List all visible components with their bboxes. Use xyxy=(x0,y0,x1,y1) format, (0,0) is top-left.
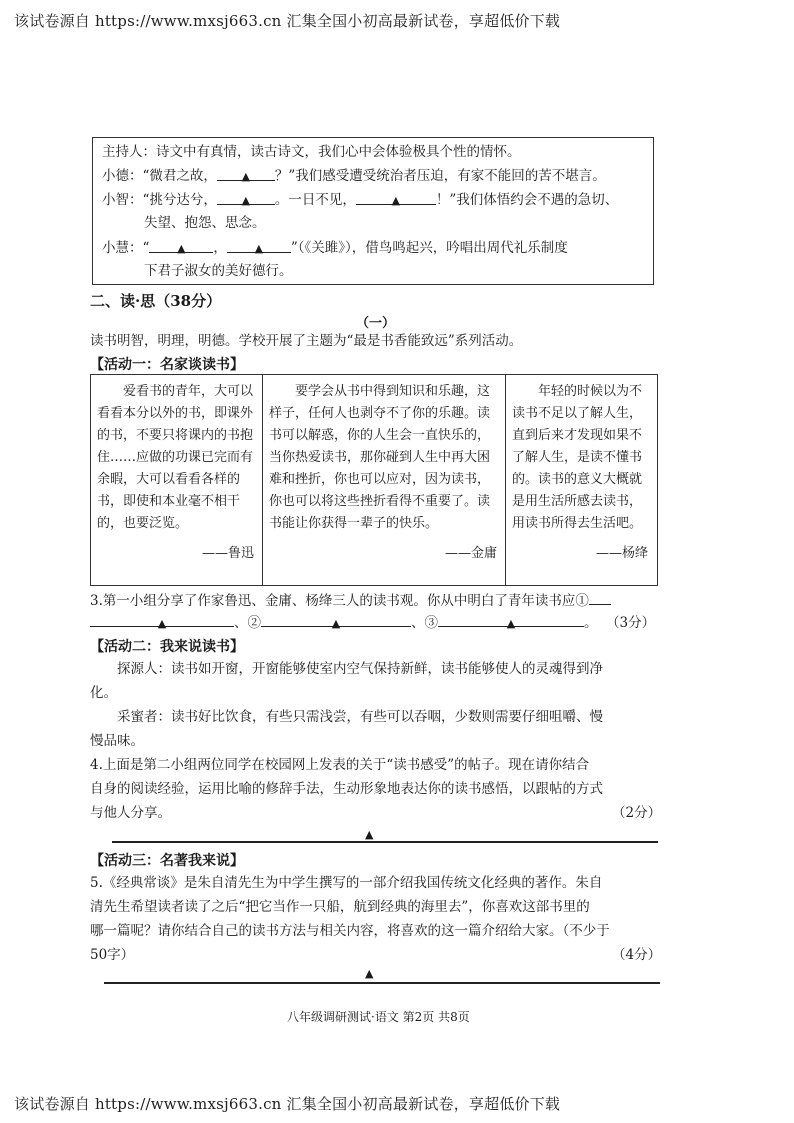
activity2-title: 【活动二：我来说读书】 xyxy=(90,639,244,655)
question-5-line4: 50字） xyxy=(90,947,135,963)
q5-answer-line[interactable] xyxy=(104,982,660,984)
triangle-icon: ▲ xyxy=(365,828,374,841)
xiaohui-line2: 下君子淑女的美好德行。 xyxy=(144,263,293,279)
activity3-title: 【活动三：名著我来说】 xyxy=(90,853,244,869)
question-5-line3: 哪一篇呢？请你结合自己的读书方法与相关内容，将喜欢的这一篇介绍给大家。（不少于 xyxy=(90,923,610,939)
part-heading: （一） xyxy=(356,316,396,331)
answer-blank-2[interactable] xyxy=(261,612,411,630)
q5-score: （4分） xyxy=(612,947,662,963)
xiaozhi-suffix: ！”我们体悟约会不遇的急切、 xyxy=(435,192,619,208)
q3-end: 。 xyxy=(584,615,598,631)
page-footer: 八年级调研测试·语文 第2页 共8页 xyxy=(287,1010,470,1024)
xiaode-text: ？”我们感受遭受统治者压迫，有家不能回的苦不堪言。 xyxy=(274,168,606,184)
triangle-icon: ▲ xyxy=(177,242,186,255)
q4-score: （2分） xyxy=(612,805,662,821)
triangle-icon: ▲ xyxy=(254,242,264,255)
q3-marker-3: 、③ xyxy=(411,615,438,631)
xiaozhi-line xyxy=(102,190,618,210)
jin-yong-signature: ——金庸 xyxy=(444,546,497,561)
q3-marker-2: 、② xyxy=(234,615,261,631)
activity1-box xyxy=(90,374,658,586)
activity2-para2: 采蜜者：读书好比饮食，有些只需浅尝，有些可以吞咽，少数则需要仔细咀嚼、慢 xyxy=(90,709,603,725)
lu-xun-quote: 爱看书的青年，大可以看看本分以外的书，即课外的书，不要只将课内的书抱住……应做的功课已完而有余暇，大可以看看各样的书，即使和本业毫不相干的，也要泛览。 xyxy=(97,384,254,531)
section-intro: 读书明智，明理，明德。学校开展了主题为“最是书香能致远”系列活动。 xyxy=(90,333,523,349)
triangle-icon: ▲ xyxy=(365,967,374,980)
answer-blank-3[interactable] xyxy=(438,612,584,630)
q3-score: （3分） xyxy=(606,615,656,631)
question-4-line1: 4.上面是第二小组两位同学在校园网上发表的关于“读书感受”的帖子。现在请你结合 xyxy=(90,757,590,773)
answer-blank[interactable] xyxy=(149,238,213,253)
yang-jiang-signature: ——杨绛 xyxy=(595,546,648,561)
question-3-text xyxy=(90,590,611,612)
xiaode-line xyxy=(102,166,606,186)
section-heading: 二、读·思（38分） xyxy=(90,292,222,310)
activity2-para1: 探源人：读书如开窗，开窗能够使室内空气保持新鲜，读书能够使人的灵魂得到净 xyxy=(90,661,603,677)
xiaode-prefix: 小德：“微君之故， xyxy=(102,168,217,184)
answer-blank[interactable] xyxy=(227,238,291,253)
answer-blank[interactable] xyxy=(217,190,275,205)
q3-prompt: 3.第一小组分享了作家鲁迅、金庸、杨绛三人的读书观。你从中明白了青年读书应① xyxy=(90,593,589,609)
xiaohui-suffix: ”（《关雎》），借鸟鸣起兴，吟唱出周代礼乐制度 xyxy=(290,240,568,256)
xiaohui-line xyxy=(102,238,568,258)
jin-yong-column xyxy=(263,375,506,585)
question-5-line1: 5.《经典常谈》是朱自清先生为中学生撰写的一部介绍我国传统文化经典的著作。朱自 xyxy=(90,875,603,891)
host-line: 主持人：诗文中有真情，读古诗文，我们心中会体验极具个性的情怀。 xyxy=(102,144,521,160)
xiaozhi-prefix: 小智：“挑兮达兮， xyxy=(102,192,217,208)
q4-answer-line[interactable] xyxy=(112,841,658,843)
question-4-line2: 自身的阅读经验，运用比喻的修辞手法，生动形象地表达你的读书感悟，以跟帖的方式 xyxy=(90,781,603,797)
lu-xun-column xyxy=(91,375,263,585)
activity1-title: 【活动一：名家谈读书】 xyxy=(90,357,244,373)
question-5-line2: 清先生希望读者读了之后“把它当作一只船，航到经典的海里去”，你喜欢这部书里的 xyxy=(90,899,590,915)
activity2-para2-cont: 慢品味。 xyxy=(90,733,144,749)
triangle-icon: ▲ xyxy=(506,617,516,630)
triangle-icon: ▲ xyxy=(241,194,251,207)
answer-blank[interactable] xyxy=(589,590,611,605)
answer-blank-1[interactable] xyxy=(90,612,234,630)
source-banner-top: 该试卷源自 https://www.mxsj663.cn 汇集全国小初高最新试卷，享超低价下载 xyxy=(14,12,561,30)
xiaozhi-mid: 。一日不见， xyxy=(274,192,356,208)
xiaohui-comma: ， xyxy=(213,240,227,256)
triangle-icon: ▲ xyxy=(331,617,341,630)
answer-blank[interactable] xyxy=(356,190,436,205)
yang-jiang-quote: 年轻的时候以为不读书不足以了解人生，直到后来才发现如果不了解人生，是读不懂书的。读书的意义大概就是用生活所感去读书，用读书所得去生活吧。 xyxy=(512,384,643,531)
activity2-para1-cont: 化。 xyxy=(90,685,117,701)
triangle-icon: ▲ xyxy=(157,617,167,630)
source-banner-bottom: 该试卷源自 https://www.mxsj663.cn 汇集全国小初高最新试卷，享超低价下载 xyxy=(14,1095,561,1113)
yang-jiang-column xyxy=(506,375,656,585)
lu-xun-signature: ——鲁迅 xyxy=(201,546,254,561)
question-4-line3: 与他人分享。 xyxy=(90,805,171,821)
triangle-icon: ▲ xyxy=(391,194,401,207)
xiaohui-prefix: 小慧：“ xyxy=(102,240,150,256)
answer-blank[interactable] xyxy=(217,166,275,181)
question-3-blanks xyxy=(90,612,598,634)
jin-yong-quote: 要学会从书中得到知识和乐趣，这样子，任何人也剥夺不了你的乐趣。读书可以解惑，你的人生会一直快乐的，当你热爱读书，那你碰到人生中再大困难和挫折，你也可以应对，因为读书，你也可以将这些挫折看得不重要了。读书能让你获得一辈子的快乐。 xyxy=(269,384,491,531)
xiaozhi-line2: 失望、抱怨、思念。 xyxy=(144,215,266,231)
triangle-icon: ▲ xyxy=(241,170,251,183)
